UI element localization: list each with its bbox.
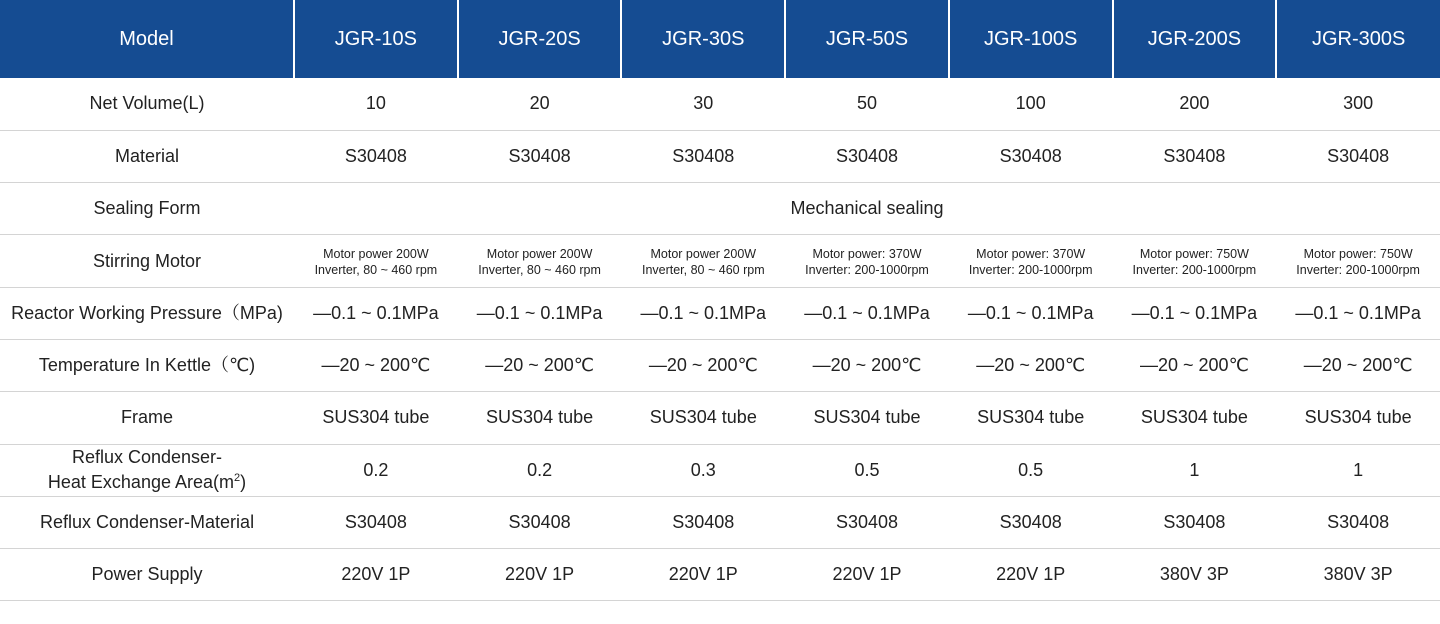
model-header: JGR-10S [294,0,458,78]
condenser-material-row [0,496,1440,548]
cell-value [294,235,458,287]
model-header: JGR-30S [621,0,785,78]
motor-inverter: Inverter: 200-1000rpm [1296,263,1420,278]
cell-value [785,235,949,287]
cell-value: S30408 [621,496,785,548]
cell-value: S30408 [1113,496,1277,548]
cell-value: 10 [294,78,458,130]
motor-power: Motor power: 750W [1139,247,1249,262]
cell-value: S30408 [294,496,458,548]
row-label: Frame [0,392,294,444]
model-header: JGR-100S [949,0,1113,78]
cell-value: —0.1 ~ 0.1MPa [1113,287,1277,339]
cell-value: SUS304 tube [458,392,622,444]
net-volume-row [0,78,1440,130]
header-label: Model [0,0,294,78]
model-header: JGR-200S [1113,0,1277,78]
cell-value: S30408 [458,496,622,548]
cell-value: 220V 1P [949,549,1113,601]
cell-value: S30408 [785,496,949,548]
cell-value: 0.3 [621,444,785,496]
motor-power: Motor power: 370W [976,247,1086,262]
frame-row [0,392,1440,444]
cell-value: 220V 1P [458,549,622,601]
cell-value: S30408 [949,496,1113,548]
motor-inverter: Inverter: 200-1000rpm [1132,263,1257,278]
cell-value: —20 ~ 200℃ [294,339,458,391]
cell-value: S30408 [1276,130,1440,182]
cell-value: 380V 3P [1276,549,1440,601]
cell-value: 300 [1276,78,1440,130]
row-label: Power Supply [0,549,294,601]
cell-value [621,235,785,287]
model-header: JGR-50S [785,0,949,78]
cell-value: SUS304 tube [785,392,949,444]
cell-value: S30408 [294,130,458,182]
stirring-motor-row [0,235,1440,287]
motor-power: Motor power: 370W [812,247,922,262]
motor-power: Motor power: 750W [1303,247,1413,262]
cell-value: —20 ~ 200℃ [458,339,622,391]
cell-value: 0.5 [949,444,1113,496]
cell-value: —20 ~ 200℃ [785,339,949,391]
cell-value: 1 [1276,444,1440,496]
row-label: Reactor Working Pressure（MPa) [0,287,294,339]
cell-value: 380V 3P [1113,549,1277,601]
cell-value: 50 [785,78,949,130]
cell-value: 1 [1113,444,1277,496]
row-label-line1: Reflux Condenser- [71,447,223,468]
cell-value: S30408 [1113,130,1277,182]
cell-value: S30408 [1276,496,1440,548]
motor-inverter: Inverter, 80 ~ 460 rpm [314,263,438,278]
row-label: Temperature In Kettle（℃) [0,339,294,391]
cell-value: —0.1 ~ 0.1MPa [785,287,949,339]
row-label-superscript: 2 [234,472,241,485]
cell-value: 100 [949,78,1113,130]
cell-value: SUS304 tube [1276,392,1440,444]
cell-value: S30408 [621,130,785,182]
cell-value [1113,235,1277,287]
row-label: Material [0,130,294,182]
temperature-row [0,339,1440,391]
cell-value: SUS304 tube [949,392,1113,444]
motor-power: Motor power 200W [486,247,593,262]
cell-value: —0.1 ~ 0.1MPa [949,287,1113,339]
cell-value: 0.2 [458,444,622,496]
cell-value [949,235,1113,287]
cell-value: SUS304 tube [294,392,458,444]
cell-value: S30408 [785,130,949,182]
cell-value: SUS304 tube [621,392,785,444]
model-header: JGR-20S [458,0,622,78]
motor-inverter: Inverter: 200-1000rpm [968,263,1093,278]
condenser-area-row [0,444,1440,496]
model-header: JGR-300S [1276,0,1440,78]
cell-value: S30408 [949,130,1113,182]
row-label: Net Volume(L) [0,78,294,130]
motor-inverter: Inverter: 200-1000rpm [805,263,929,278]
sealing-form-row [0,183,1440,235]
cell-value: —20 ~ 200℃ [1276,339,1440,391]
cell-value: —0.1 ~ 0.1MPa [621,287,785,339]
row-label: Sealing Form [0,183,294,235]
cell-value: —0.1 ~ 0.1MPa [1276,287,1440,339]
motor-power: Motor power 200W [323,247,429,262]
power-supply-row [0,549,1440,601]
cell-value: 220V 1P [294,549,458,601]
cell-value [458,235,622,287]
cell-value: —20 ~ 200℃ [1113,339,1277,391]
cell-value: SUS304 tube [1113,392,1277,444]
material-row [0,130,1440,182]
cell-value: 0.5 [785,444,949,496]
cell-value: —0.1 ~ 0.1MPa [294,287,458,339]
row-label-close: ) [240,472,247,493]
row-label: Reflux Condenser-Material [0,496,294,548]
cell-value: 220V 1P [621,549,785,601]
cell-value: 200 [1113,78,1277,130]
cell-value: 30 [621,78,785,130]
cell-value: —20 ~ 200℃ [621,339,785,391]
row-label [0,444,294,496]
pressure-row [0,287,1440,339]
motor-power: Motor power 200W [650,247,757,262]
cell-value: —0.1 ~ 0.1MPa [458,287,622,339]
cell-value: —20 ~ 200℃ [949,339,1113,391]
cell-value: 20 [458,78,622,130]
cell-value-merged: Mechanical sealing [294,183,1440,235]
cell-value: 0.2 [294,444,458,496]
row-label-line2: Heat Exchange Area(m [47,472,234,493]
cell-value: S30408 [458,130,622,182]
header-row [0,0,1440,78]
motor-inverter: Inverter, 80 ~ 460 rpm [478,263,601,278]
motor-inverter: Inverter, 80 ~ 460 rpm [641,263,765,278]
row-label: Stirring Motor [0,235,294,287]
cell-value: 220V 1P [785,549,949,601]
cell-value [1276,235,1440,287]
